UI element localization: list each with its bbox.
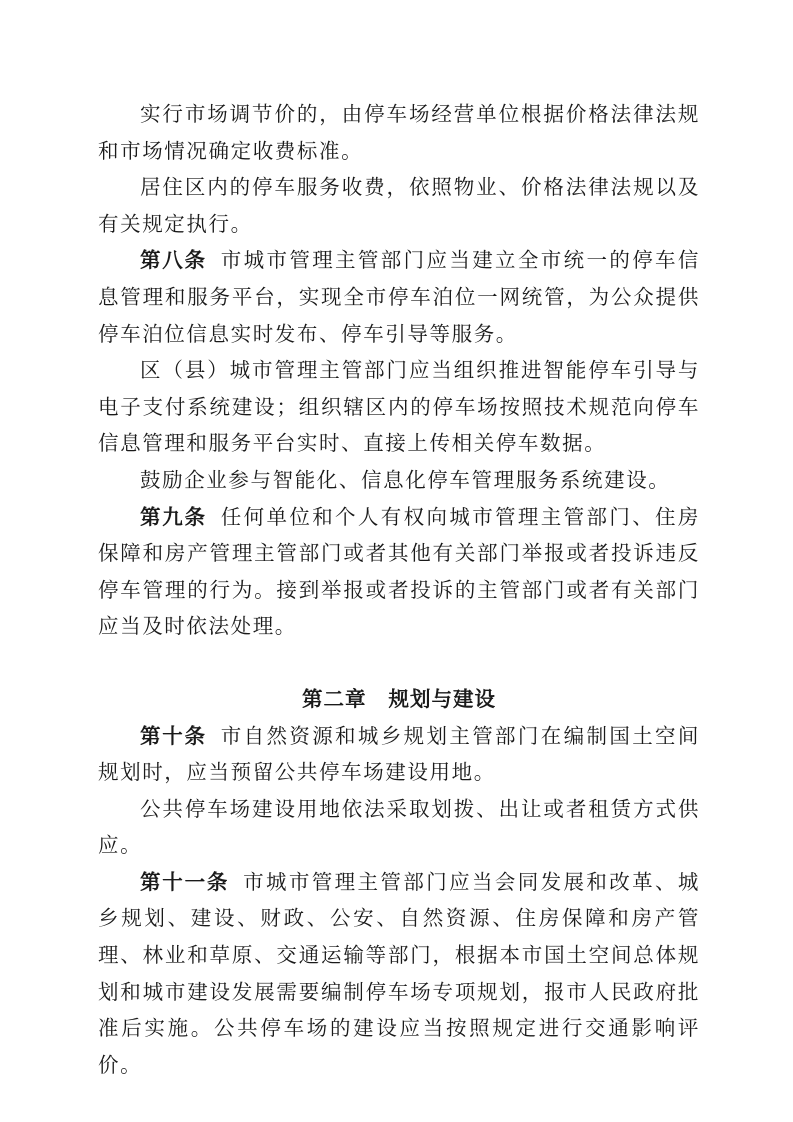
article-11-heading: 第十一条: [140, 869, 230, 894]
article-11-tail: 公共停车场的建设应当按照规定进行交通影响评价。: [98, 1016, 700, 1077]
chapter-heading: [98, 681, 700, 718]
article-9: [98, 499, 700, 645]
article-10-text: 市自然资源和城乡规划主管部门在编制国土空间规划时，应当预留公共停车场建设用地。: [98, 723, 701, 785]
chapter-number: 第二章: [302, 686, 367, 711]
article-10-heading: 第十条: [140, 723, 207, 748]
article-8: [98, 242, 700, 352]
paragraph-encourage-enterprises: 鼓励企业参与智能化、信息化停车管理服务系统建设。: [140, 467, 671, 492]
paragraph-residential-fees: 居住区内的停车服务收费，依照物业、价格法律法规以及有关规定执行。: [98, 175, 700, 236]
article-8-heading: 第八条: [140, 248, 207, 273]
paragraph-district-smart-parking: 区（县）城市管理主管部门应当组织推进智能停车引导与电子支付系统建设；组织辖区内的停车场按照技术规范向停车信息管理和服务平台实时、直接上传相关停车数据。: [98, 358, 700, 456]
paragraph-market-price: 实行市场调节价的，由停车场经营单位根据价格法律法规和市场情况确定收费标准。: [98, 102, 700, 163]
article-11: [98, 864, 700, 1084]
article-11-text: 市城市管理主管部门应当会同发展和改革、城乡规划、建设、财政、公安、自然资源、住房保障和房产管理、林业和草原、交通运输等部门，根据本市国土空间总体规划和城市建设发展需要编制停车场专项规划，报市人民政府批准后实施。: [98, 869, 701, 1041]
article-10: [98, 718, 700, 791]
chapter-title: 规划与建设: [388, 686, 496, 711]
article-8-text: 市城市管理主管部门应当建立全市统一的停车信息管理和服务平台，实现全市停车泊位一网统管，为公众提供停车泊位信息实时发布、停车引导等服务。: [98, 248, 701, 346]
article-9-heading: 第九条: [140, 504, 207, 529]
article-9-text: 任何单位和个人有权向城市管理主管部门、住房保障和房产管理主管部门或者其他有关部门举报或者投诉违反停车管理的行为。接到举报或者投诉的主管部门或者有关部门应当及时依法处理。: [98, 504, 701, 639]
paragraph-land-supply: 公共停车场建设用地依法采取划拨、出让或者租赁方式供应。: [98, 796, 700, 858]
document-body: [98, 96, 700, 1083]
